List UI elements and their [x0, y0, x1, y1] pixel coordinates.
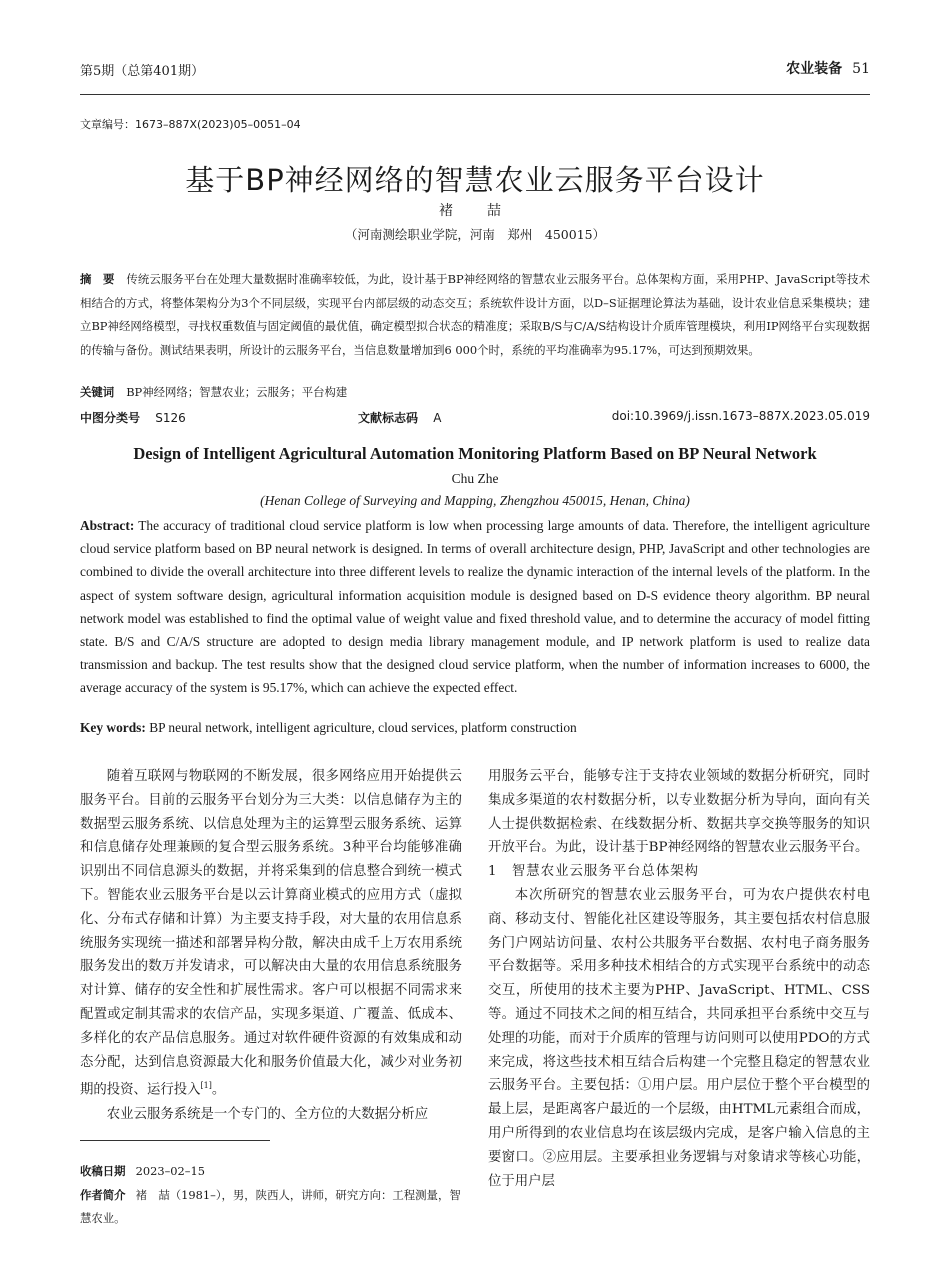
body-paragraph: 本次所研究的智慧农业云服务平台，可为农户提供农村电商、移动支付、智能化社区建设等服务，其主要包括农村信息服务门户网站访问量、农村公共服务平台数据、农村电子商务服务平台数据等。采用多种技术相结合的方式实现平台系统中的动态交互，所使用的技术主要为PHP、JavaScript、HTML、CSS等。通过不同技术之间的相互结合，共同承担平台系统中交互与处理的功能，而对于介质库的管理与访问则可以使用PDO的方式来完成，将这些技术相互结合后构建一个完整且稳定的智慧农业云服务平台。主要包括：①用户层。用户层位于整个平台模型的最上层，是距离客户最近的一个层级，由HTML元素组合而成，用户所得到的农业信息均在该层级内完成，是客户输入信息的主要窗口。②应用层。主要承担业务逻辑与对象请求等核心功能，位于用户层 — [488, 887, 870, 1189]
journal-name: 农业装备 — [786, 61, 843, 77]
author-info-value: 褚 喆（1981–），男，陕西人，讲师，研究方向：工程测量，智慧农业。 — [80, 1188, 461, 1225]
body-paragraph-end: 。 — [211, 1082, 226, 1098]
author-info-label: 作者简介 — [80, 1188, 126, 1202]
doc-code-label: 文献标志码 — [358, 411, 419, 425]
abstract-english-label: Abstract: — [80, 518, 135, 533]
keywords-chinese-label: 关键词 — [80, 385, 115, 399]
body-column-right — [488, 765, 870, 1193]
running-header-journal — [786, 58, 870, 78]
abstract-chinese-label: 摘 要 — [80, 272, 115, 286]
doc-code-value: A — [433, 411, 442, 425]
clc-value: S126 — [155, 411, 186, 425]
title-english: Design of Intelligent Agricultural Automation Monitoring Platform Based on BP Neural Network — [133, 444, 817, 463]
body-paragraph — [80, 765, 462, 1103]
section-heading: 1 智慧农业云服务平台总体架构 — [488, 864, 699, 880]
author-english: Chu Zhe — [451, 471, 499, 486]
author-chinese: 褚 喆 — [439, 203, 511, 219]
keywords-english — [80, 720, 870, 736]
reference-mark: [1] — [200, 1081, 212, 1091]
body-paragraph-text: 随着互联网与物联网的不断发展，很多网络应用开始提供云服务平台。目前的云服务平台划分为三大类：以信息储存为主的数据型云服务系统、以信息处理为主的运算型云服务系统、运算和信息储存处理兼顾的复合型云服务系统。3种平台均能够准确识别出不同信息源头的数据，并将采集到的信息整合到统一模式下。智能农业云服务平台是以云计算商业模式的应用方式（虚拟化、分布式存储和计算）为主要支持手段，对大量的农用信息系统服务实现统一描述和部署异构分散，解决由成千上万农用系统服务发出的数万并发请求，可以解决由大量的农用信息系统服务对计算、储存的安全性和扩展性需求。客户可以根据不同需求来配置或定制其需求的农信产品，实现多渠道、广覆盖、低成本、多样化的农产品信息服务。通过对软件硬件资源的有效集成和动态分配，达到信息资源最大化和服务价值最大化，减少对业务初期的投资、运行投入 — [80, 769, 462, 1098]
abstract-english — [80, 514, 870, 700]
affiliation-chinese: （河南测绘职业学院，河南 郑州 450015） — [344, 227, 606, 242]
footnote-author — [80, 1184, 462, 1230]
body-column-left — [80, 765, 462, 1126]
clc-group — [80, 409, 186, 426]
body-paragraph: 农业云服务系统是一个专门的、全方位的大数据分析应 — [106, 1106, 429, 1122]
abstract-chinese — [80, 268, 870, 362]
doc-code-group — [358, 409, 442, 426]
title-chinese: 基于BP神经网络的智慧农业云服务平台设计 — [185, 163, 765, 197]
keywords-english-text: BP neural network, intelligent agriculture, cloud services, platform construction — [149, 720, 577, 735]
affiliation-english: (Henan College of Surveying and Mapping, Zhengzhou 450015, Henan, China) — [260, 493, 690, 508]
doi: doi:10.3969/j.issn.1673–887X.2023.05.019 — [611, 409, 870, 423]
abstract-english-text: The accuracy of traditional cloud service platform is low when processing large amounts of data. Therefore, the intelligent agriculture cloud service platform based on BP neural network is designed. In terms of overall architecture design, PHP, JavaScript and other technologies are combined to divide the overall architecture into three different levels to realize the dynamic interaction of the internal levels of the platform. In the aspect of system software design, agricultural information acquisition module is designed based on D-S evidence theory algorithm. BP neural network model was established to find the optimal value of weight value and fixed threshold value, and to determine the accuracy of model fitting state. B/S and C/A/S structure are adopted to design media library management module, and IP network platform is used to realize data transmission and backup. The test results show that the designed cloud service platform, when the number of information increases to 6000, the average accuracy of the system is 95.17%, which can achieve the expected effect. — [80, 518, 870, 696]
running-header-issue: 第5期（总第401期） — [80, 64, 205, 79]
article-number: 文章编号：1673–887X(2023)05–0051–04 — [80, 118, 301, 131]
clc-label: 中图分类号 — [80, 411, 141, 425]
keywords-chinese-text: BP神经网络；智慧农业；云服务；平台构建 — [126, 385, 348, 399]
page-number: 51 — [852, 61, 870, 77]
received-value: 2023–02–15 — [135, 1164, 205, 1178]
received-label: 收稿日期 — [80, 1164, 126, 1178]
footnote-received — [80, 1160, 462, 1183]
keywords-english-label: Key words: — [80, 720, 146, 735]
header-rule — [80, 94, 870, 95]
body-paragraph: 用服务云平台，能够专注于支持农业领域的数据分析研究，同时集成多渠道的农村数据分析，以专业数据分析为导向，面向有关人士提供数据检索、在线数据分析、数据共享交换等服务的知识开放平台。为此，设计基于BP神经网络的智慧农业云服务平台。 — [488, 769, 870, 856]
keywords-chinese — [80, 384, 870, 400]
footnote-rule — [80, 1140, 270, 1141]
abstract-chinese-text: 传统云服务平台在处理大量数据时准确率较低，为此，设计基于BP神经网络的智慧农业云服务平台。总体架构方面，采用PHP、JavaScript等技术相结合的方式，将整体架构分为3个不同层级，实现平台内部层级的动态交互；系统软件设计方面，以D–S证据理论算法为基础，设计农业信息采集模块；建立BP神经网络模型，寻找权重数值与固定阈值的最优值，确定模型拟合状态的精准度；采取B/S与C/A/S结构设计介质库管理模块，利用IP网络平台实现数据的传输与备份。测试结果表明，所设计的云服务平台，当信息数量增加到6 000个时，系统的平均准确率为95.17%，可达到预期效果。 — [80, 272, 870, 357]
